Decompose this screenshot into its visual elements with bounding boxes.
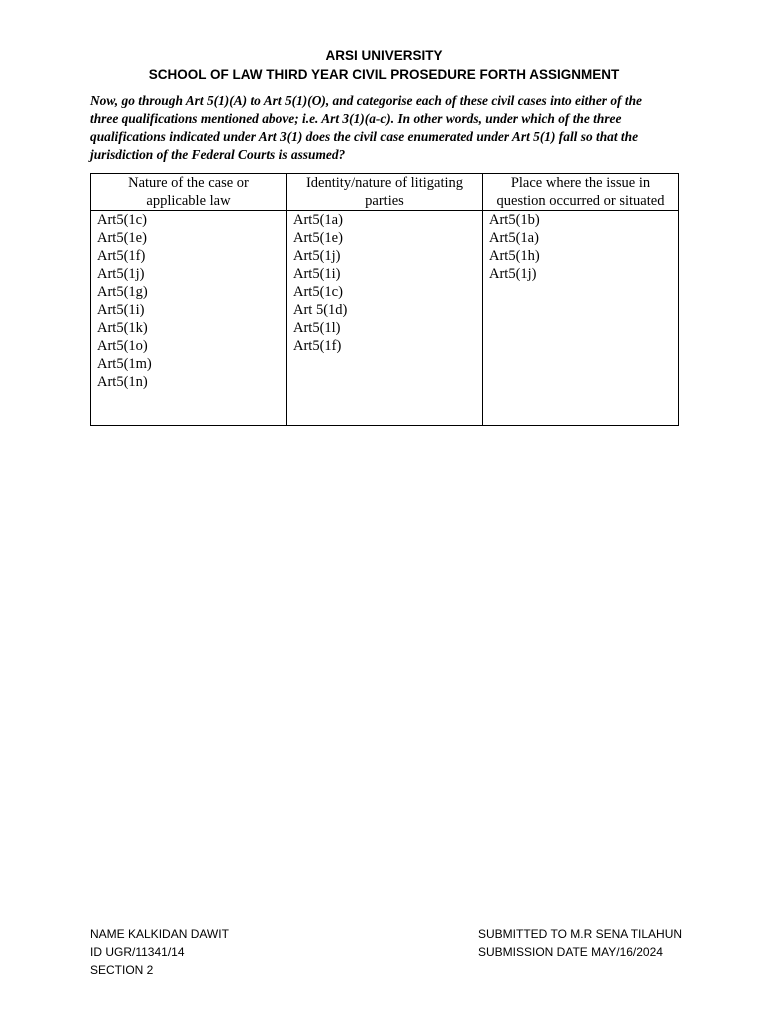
column-header-text: Identity/nature of litigating bbox=[305, 175, 464, 191]
list-item: Art5(1n) bbox=[97, 374, 148, 390]
list-item: Art5(1a) bbox=[293, 212, 343, 228]
table-row bbox=[91, 211, 679, 426]
student-name: NAME KALKIDAN DAWIT bbox=[90, 927, 229, 941]
list-item: Art5(1g) bbox=[97, 284, 148, 300]
student-details bbox=[90, 925, 229, 979]
column-header-nature-of-case bbox=[91, 174, 287, 211]
column-header-text: Nature of the case or bbox=[128, 175, 249, 191]
submission-details bbox=[478, 925, 682, 961]
list-item: Art5(1e) bbox=[293, 230, 343, 246]
list-item: Art5(1m) bbox=[97, 356, 152, 372]
list-item: Art5(1o) bbox=[97, 338, 148, 354]
table-header-row bbox=[91, 174, 679, 211]
university-name: ARSI UNIVERSITY bbox=[325, 48, 443, 63]
column-cell-place-of-issue bbox=[483, 211, 679, 426]
list-item: Art5(1k) bbox=[97, 320, 148, 336]
column-header-text: parties bbox=[365, 193, 404, 209]
list-item: Art5(1i) bbox=[293, 266, 341, 282]
list-item: Art5(1i) bbox=[97, 302, 145, 318]
list-item: Art5(1h) bbox=[489, 248, 540, 264]
list-item: Art5(1j) bbox=[489, 266, 537, 282]
student-id: ID UGR/11341/14 bbox=[90, 945, 185, 959]
submitted-to: SUBMITTED TO M.R SENA TILAHUN bbox=[478, 927, 683, 941]
assignment-instructions bbox=[90, 92, 680, 164]
list-item: Art5(1j) bbox=[293, 248, 341, 264]
list-item: Art5(1j) bbox=[97, 266, 145, 282]
list-item: Art5(1e) bbox=[97, 230, 147, 246]
list-item: Art5(1f) bbox=[97, 248, 146, 264]
list-item: Art5(1f) bbox=[293, 338, 342, 354]
list-item: Art5(1l) bbox=[293, 320, 341, 336]
list-item: Art5(1a) bbox=[489, 230, 539, 246]
instruction-line: jurisdiction of the Federal Courts is assumed? bbox=[90, 147, 346, 162]
categorisation-table bbox=[90, 173, 679, 426]
column-header-identity-of-parties bbox=[287, 174, 483, 211]
list-item: Art5(1c) bbox=[293, 284, 343, 300]
list-item: Art 5(1d) bbox=[293, 302, 348, 318]
column-cell-identity-of-parties bbox=[287, 211, 483, 426]
instruction-line: Now, go through Art 5(1)(A) to Art 5(1)(O), and categorise each of these civil cases into either of the bbox=[90, 93, 642, 108]
column-header-text: Place where the issue in bbox=[510, 175, 651, 191]
document-title-block bbox=[0, 46, 768, 84]
assignment-title: SCHOOL OF LAW THIRD YEAR CIVIL PROSEDURE FORTH ASSIGNMENT bbox=[148, 67, 620, 82]
instruction-line: three qualifications mentioned above; i.e. Art 3(1)(a-c). In other words, under which of the three bbox=[90, 111, 622, 126]
column-header-place-of-issue bbox=[483, 174, 679, 211]
submission-date: SUBMISSION DATE MAY/16/2024 bbox=[478, 945, 663, 959]
student-section: SECTION 2 bbox=[90, 963, 154, 977]
column-header-text: question occurred or situated bbox=[496, 193, 665, 209]
column-cell-nature-of-case bbox=[91, 211, 287, 426]
list-item: Art5(1b) bbox=[489, 212, 540, 228]
list-item: Art5(1c) bbox=[97, 212, 147, 228]
column-header-text: applicable law bbox=[146, 193, 231, 209]
instruction-line: qualifications indicated under Art 3(1) does the civil case enumerated under Art 5(1) fall so that the bbox=[90, 129, 639, 144]
